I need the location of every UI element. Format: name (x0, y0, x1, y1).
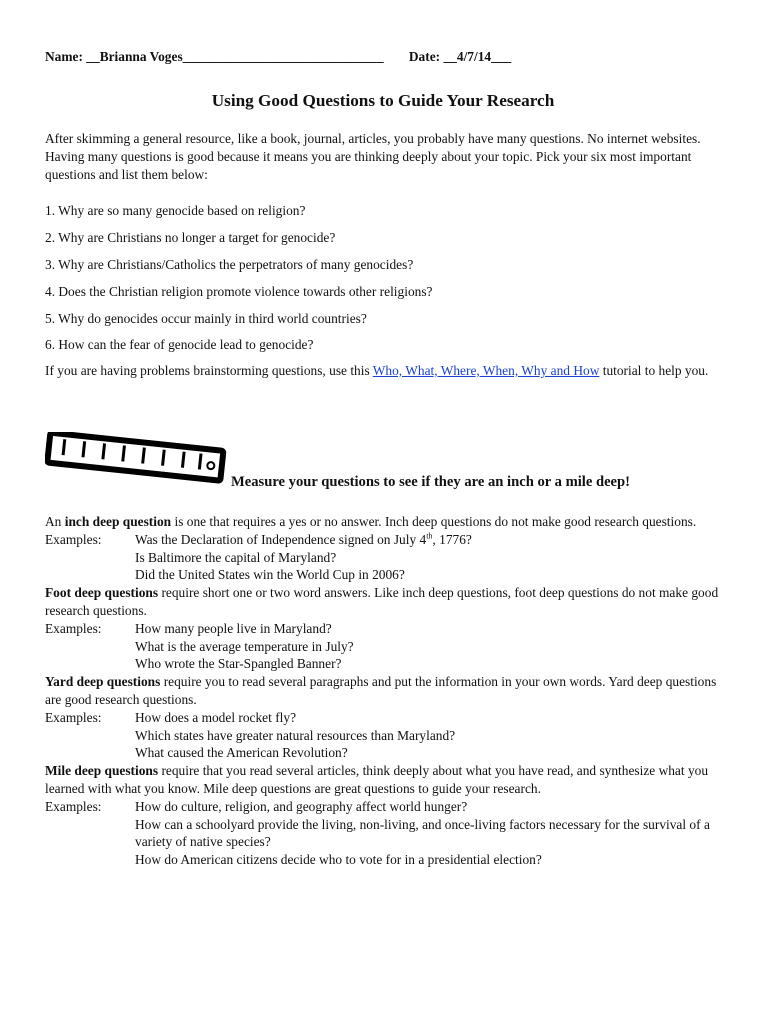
question-item: 5. Why do genocides occur mainly in third world countries? (45, 310, 367, 326)
example-text: What is the average temperature in July? (135, 638, 354, 654)
question-item: 6. How can the fear of genocide lead to genocide? (45, 337, 314, 353)
intro-paragraph: After skimming a general resource, like a book, journal, articles, you probably have many questions. No internet websites. Having many questions is good because it means you are thinking deeply about your topic. Pick your six most important questions and list them below: (45, 131, 701, 182)
example-row (45, 638, 721, 656)
example-text: How can a schoolyard provide the living, non-living, and once-living factors necessary for the survival of a variety of native species? (135, 816, 710, 850)
mile-description (45, 762, 721, 798)
example-text (135, 531, 721, 549)
examples-label: Examples: (45, 531, 102, 547)
example-text: How does a model rocket fly? (135, 709, 297, 725)
measure-heading: Measure your questions to see if they are an inch or a mile deep! (231, 474, 631, 490)
foot-description (45, 584, 721, 620)
ruler-icon (45, 432, 231, 488)
question-depth-section (45, 513, 721, 869)
example-text: Did the United States win the World Cup in 2006? (135, 567, 405, 583)
name-date-header (45, 48, 511, 66)
helper-text-before: If you are having problems brainstorming questions, use this (45, 363, 373, 378)
example-text: How many people live in Maryland? (135, 620, 332, 636)
example-text: Is Baltimore the capital of Maryland? (135, 549, 337, 565)
foot-desc: require short one or two word answers. Like inch deep questions, foot deep questions do not make good research questions. (45, 585, 719, 618)
example-text: How do culture, religion, and geography affect world hunger? (135, 798, 468, 814)
question-item: 4. Does the Christian religion promote violence towards other religions? (45, 283, 433, 299)
example-row (45, 566, 721, 584)
example-text: Which states have greater natural resources than Maryland? (135, 727, 456, 743)
helper-paragraph (45, 362, 721, 380)
inch-term: inch deep question (64, 514, 172, 529)
name-label: Name: (45, 49, 83, 64)
example-text: What caused the American Revolution? (135, 745, 348, 761)
yard-term: Yard deep questions (45, 674, 161, 690)
example-row (45, 744, 721, 762)
example-row (45, 851, 721, 869)
mile-desc: require that you read several articles, think deeply about what you have read, and synthesize what you learned with what you know. Mile deep questions are great questions to guide your research. (45, 763, 709, 796)
yard-description (45, 673, 721, 709)
example-row (45, 798, 721, 816)
date-label: Date: (408, 49, 441, 64)
question-item: 3. Why are Christians/Catholics the perpetrators of many genocides? (45, 256, 414, 272)
yard-desc: require you to read several paragraphs and put the information in your own words. Yard deep questions are good research questions. (45, 674, 717, 707)
example-row (45, 531, 721, 549)
mile-term: Mile deep questions (45, 763, 159, 779)
inch-prefix: An (45, 514, 65, 529)
example-text-part: , 1776? (432, 531, 472, 547)
examples-label: Examples: (45, 709, 102, 725)
example-row (45, 727, 721, 745)
ordinal-suffix: th (426, 531, 433, 541)
inch-desc: is one that requires a yes or no answer. Inch deep questions do not make good research questions. (171, 514, 697, 529)
example-text: How do American citizens decide who to vote for in a presidential election? (135, 852, 542, 868)
helper-text-after: tutorial to help you. (599, 363, 709, 378)
example-text: Who wrote the Star-Spangled Banner? (135, 656, 342, 672)
tutorial-link[interactable]: Who, What, Where, When, Why and How (372, 363, 600, 378)
example-row (45, 655, 721, 673)
question-item: 2. Why are Christians no longer a target for genocide? (45, 229, 336, 245)
example-row (45, 709, 721, 727)
example-row (45, 620, 721, 638)
foot-term: Foot deep questions (45, 585, 159, 601)
date-value: __4/7/14___ (443, 49, 512, 64)
page-title: Using Good Questions to Guide Your Research (211, 91, 555, 110)
question-list (45, 202, 721, 363)
examples-label: Examples: (45, 798, 102, 814)
examples-label: Examples: (45, 620, 102, 636)
name-value: __Brianna Voges______________________________ (86, 49, 384, 64)
example-row (45, 816, 721, 852)
inch-description (45, 513, 721, 531)
example-row (45, 549, 721, 567)
example-text-part: Was the Declaration of Independence signed on July 4 (135, 531, 427, 547)
question-item: 1. Why are so many genocide based on religion? (45, 203, 306, 218)
